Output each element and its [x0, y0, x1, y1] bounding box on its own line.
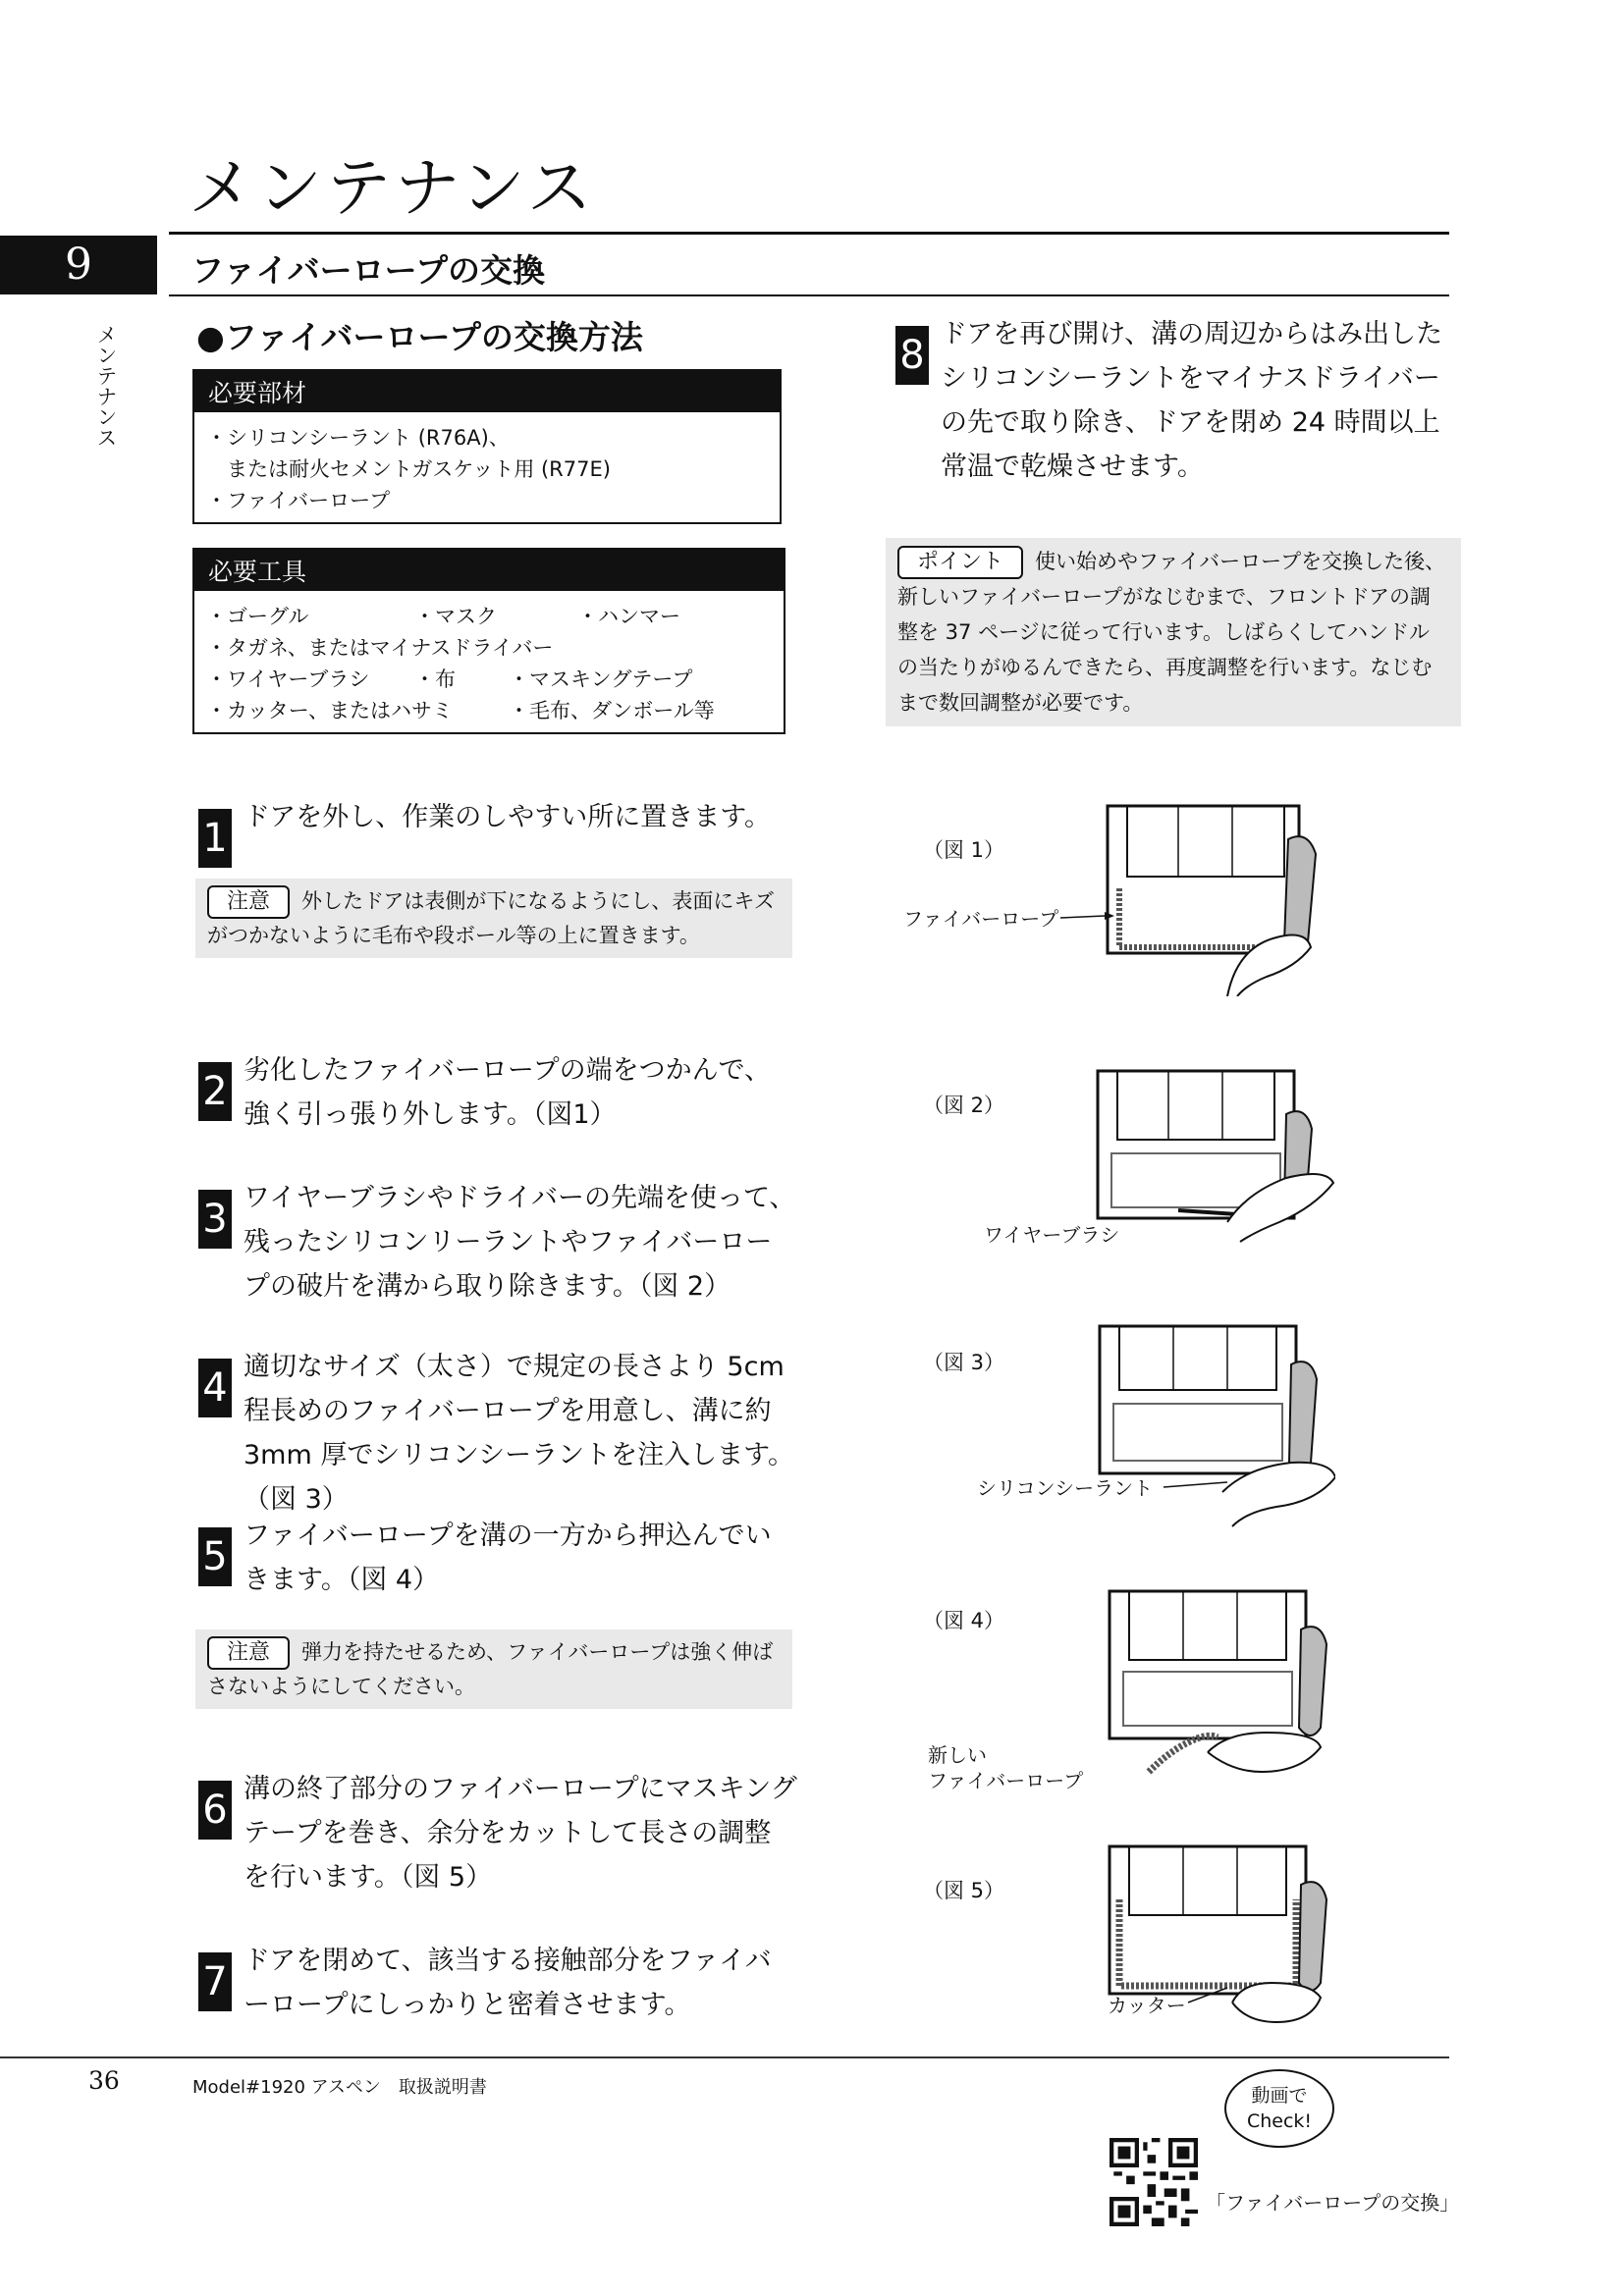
caution-note-1 — [195, 879, 792, 958]
tool-item: ・布 — [414, 667, 456, 691]
page-number: 36 — [88, 2066, 120, 2095]
figure-4-callout-line: 新しい — [928, 1743, 987, 1767]
step-text: 適切なサイズ（太さ）で規定の長さより 5cm 程長めのファイバーロープを用意し、溝に約 3mm 厚でシリコンシーラントを注入します。（図 3） — [244, 1352, 794, 1515]
tools-box — [192, 548, 785, 734]
step-5 — [198, 1514, 797, 1602]
bubble-line: Check! — [1246, 2110, 1313, 2132]
step-text: ドアを外し、作業のしやすい所に置きます。 — [244, 802, 772, 832]
tool-item: ・ワイヤーブラシ — [206, 667, 370, 691]
tools-row — [206, 632, 772, 664]
caution-text: 外したドアは表側が下になるようにし、表面にキズがつかないように毛布や段ボール等の上に置きます。 — [207, 889, 775, 947]
step-number: 5 — [198, 1527, 232, 1586]
tools-row — [206, 664, 772, 695]
step-number: 7 — [198, 1952, 232, 2011]
caution-tag: 注意 — [207, 1636, 290, 1670]
side-label: メンテナンス — [94, 324, 118, 448]
figure-3-illustration — [1090, 1320, 1335, 1541]
figure-3-callout: シリコンシーラント — [977, 1476, 1154, 1500]
parts-box — [192, 369, 782, 524]
step-text: 劣化したファイバーロープの端をつかんで、強く引っ張り外します。（図1） — [244, 1055, 772, 1130]
tool-item: ・毛布、ダンボール等 — [509, 699, 715, 722]
parts-line: ・シリコンシーラント (R76A)、 — [206, 426, 510, 450]
tools-row — [206, 695, 772, 726]
tool-item: ・マスク — [414, 605, 497, 628]
parts-line: ・ファイバーロープ — [206, 489, 391, 512]
figure-1-label: （図 1） — [923, 838, 1005, 862]
parts-line: または耐火セメントガスケット用 (R77E) — [206, 457, 611, 481]
check-video-bubble — [1224, 2069, 1334, 2148]
section-number: 9 — [0, 236, 157, 294]
tool-item: ・タガネ、またはマイナスドライバー — [206, 636, 554, 660]
point-note — [886, 538, 1461, 726]
step-number: 6 — [198, 1781, 232, 1840]
tool-item: ・カッター、またはハサミ — [206, 699, 453, 722]
tool-item: ・マスキングテープ — [509, 667, 693, 691]
tools-box-title: 必要工具 — [194, 550, 784, 591]
figure-5-label: （図 5） — [923, 1879, 1005, 1902]
caution-tag: 注意 — [207, 885, 290, 919]
figure-2-illustration — [1080, 1065, 1335, 1247]
figure-2-callout: ワイヤーブラシ — [984, 1223, 1120, 1247]
figure-5-illustration — [1090, 1841, 1335, 2037]
step-text: ドアを閉めて、該当する接触部分をファイバーロープにしっかりと密着させます。 — [244, 1946, 772, 2020]
step-text: 溝の終了部分のファイバーロープにマスキングテープを巻き、余分をカットして長さの調整を行います。（図 5） — [244, 1774, 797, 1893]
point-tag: ポイント — [897, 546, 1023, 579]
step-8 — [895, 312, 1465, 489]
bubble-line: 動画で — [1251, 2085, 1308, 2107]
tools-box-body — [194, 591, 784, 732]
section-rule — [169, 294, 1449, 296]
figure-4-illustration — [1090, 1585, 1335, 1782]
section-title: ファイバーロープの交換 — [191, 251, 546, 290]
model-label: Model#1920 アスペン 取扱説明書 — [192, 2077, 487, 2098]
figure-5-callout: カッター — [1108, 1994, 1186, 2017]
figure-4-callout — [928, 1742, 1083, 1793]
header-rule — [169, 232, 1449, 235]
step-number: 8 — [895, 326, 929, 385]
step-text: ドアを再び開け、溝の周辺からはみ出したシリコンシーラントをマイナスドライバーの先で取り除き、ドアを閉め 24 時間以上常温で乾燥させます。 — [941, 319, 1443, 482]
tool-item: ・ゴーグル — [206, 605, 309, 628]
step-number: 4 — [198, 1359, 232, 1417]
qr-caption: 「ファイバーロープの交換」 — [1206, 2191, 1460, 2215]
figure-3-label: （図 3） — [923, 1351, 1005, 1374]
step-number: 3 — [198, 1190, 232, 1249]
step-4 — [198, 1345, 797, 1522]
caution-text: 弾力を持たせるため、ファイバーロープは強く伸ばさないようにしてください。 — [207, 1640, 774, 1698]
qr-code-icon[interactable] — [1110, 2138, 1198, 2226]
page-title: メンテナンス — [189, 150, 596, 226]
step-6 — [198, 1767, 797, 1899]
figure-4-label: （図 4） — [923, 1609, 1005, 1632]
tool-item: ・ハンマー — [577, 605, 680, 628]
tools-row — [206, 601, 772, 632]
caution-note-2 — [195, 1629, 792, 1709]
parts-box-body — [194, 412, 780, 522]
subheading: ●ファイバーロープの交換方法 — [196, 318, 643, 356]
step-text: ワイヤーブラシやドライバーの先端を使って、残ったシリコンリーラントやファイバーロープの破片を溝から取り除きます。（図 2） — [244, 1183, 796, 1302]
footer-rule — [0, 2056, 1449, 2058]
step-2 — [198, 1048, 797, 1137]
step-text: ファイバーロープを溝の一方から押込んでいきます。（図 4） — [244, 1521, 772, 1595]
step-3 — [198, 1176, 797, 1308]
figure-2-label: （図 2） — [923, 1094, 1005, 1117]
parts-box-title: 必要部材 — [194, 371, 780, 412]
step-1 — [198, 795, 787, 868]
figure-4-callout-line: ファイバーロープ — [928, 1769, 1084, 1792]
point-text: 使い始めやファイバーロープを交換した後、新しいファイバーロープがなじむまで、フロントドアの調整を 37 ページに従って行います。しばらくしてハンドルの当たりがゆるんできたら、再度調整を行います。なじむまで数回調整が必要です。 — [897, 550, 1446, 715]
figure-1-callout: ファイバーロープ — [903, 907, 1059, 931]
step-number: 2 — [198, 1062, 232, 1121]
figure-1-illustration — [1060, 800, 1326, 996]
step-7 — [198, 1939, 797, 2027]
step-number: 1 — [198, 809, 232, 868]
